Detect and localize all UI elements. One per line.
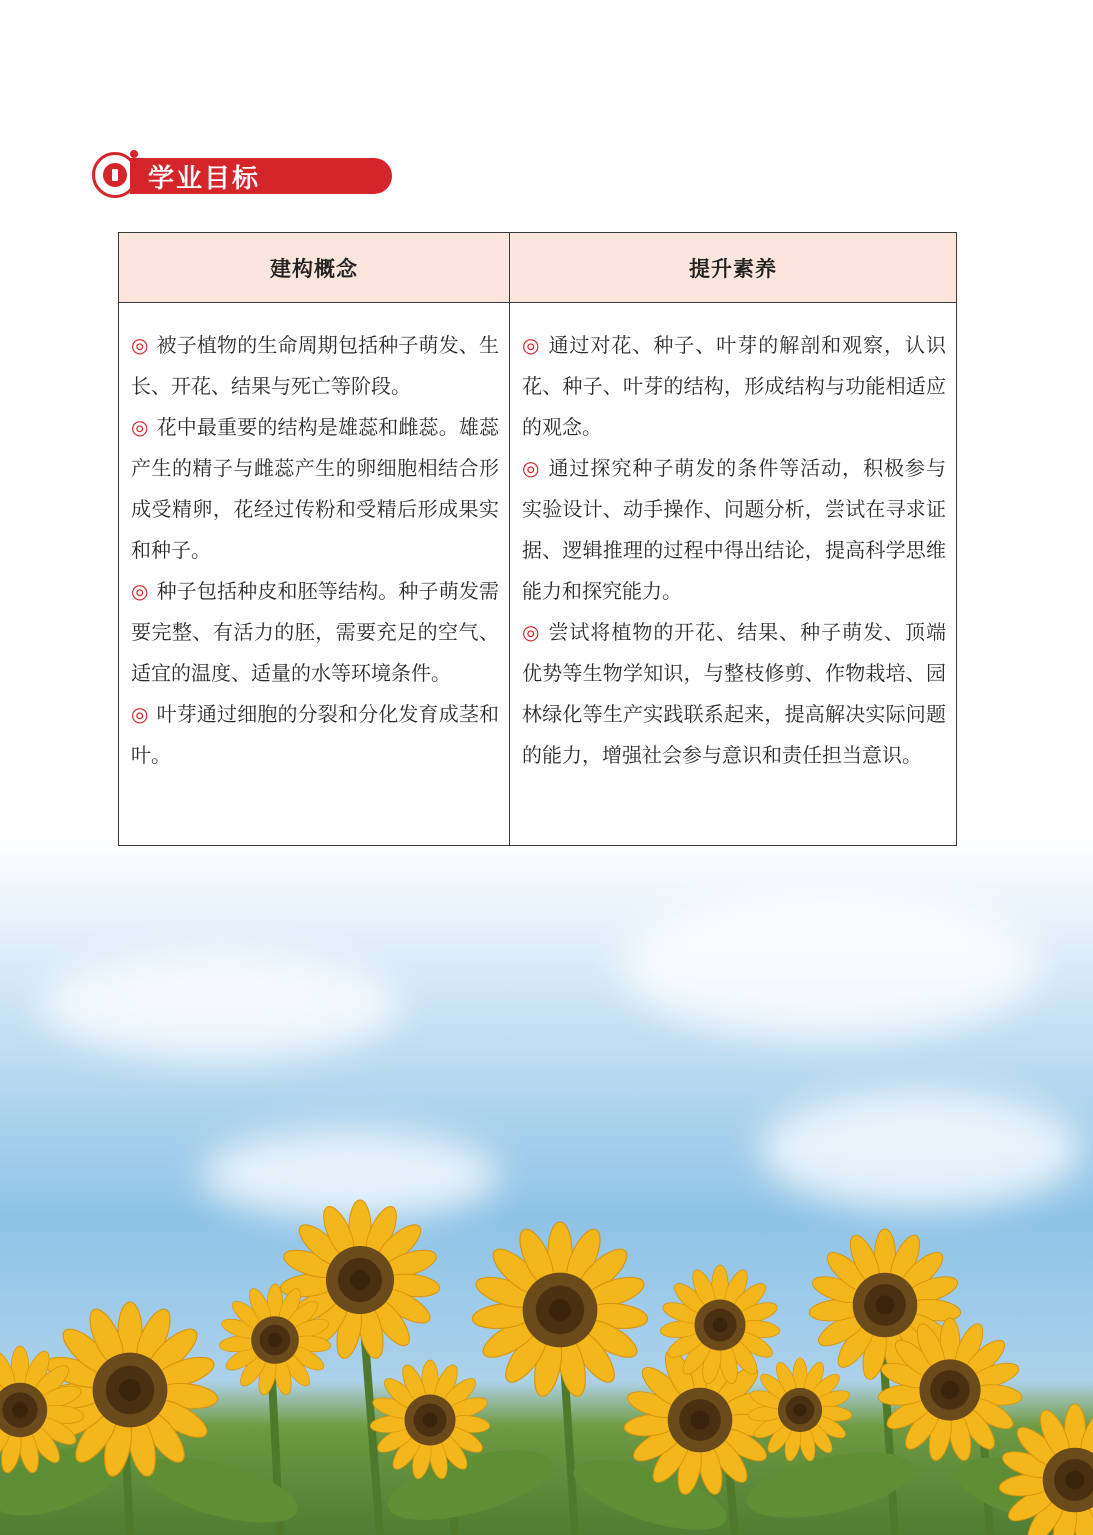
- column-divider: [509, 233, 510, 845]
- badge-dot-icon: [130, 150, 138, 158]
- table-header-row: [119, 233, 956, 303]
- bullet-icon: ◎: [131, 579, 149, 603]
- bullet-icon: ◎: [522, 620, 541, 644]
- learning-goals-table: [118, 232, 957, 846]
- bullet-icon: ◎: [522, 333, 541, 357]
- list-item: ◎ 通过对花、种子、叶芽的解剖和观察，认识花、种子、叶芽的结构，形成结构与功能相适应的观念。: [522, 333, 947, 439]
- list-item: ◎ 通过探究种子萌发的条件等活动，积极参与实验设计、动手操作、问题分析，尝试在寻求证据、逻辑推理的过程中得出结论，提高科学思维能力和探究能力。: [522, 456, 947, 603]
- bullet-icon: ◎: [131, 333, 149, 357]
- list-item: ◎ 尝试将植物的开花、结果、种子萌发、顶端优势等生物学知识，与整枝修剪、作物栽培、园林绿化等生产实践联系起来，提高解决实际问题的能力，增强社会参与意识和责任担当意识。: [522, 620, 947, 767]
- bullet-icon: ◎: [522, 456, 541, 480]
- list-item: ◎ 被子植物的生命周期包括种子萌发、生长、开花、结果与死亡等阶段。: [131, 333, 500, 398]
- section-title: 学业目标: [130, 158, 392, 194]
- bullet-icon: ◎: [131, 415, 149, 439]
- list-item: ◎ 种子包括种皮和胚等结构。种子萌发需要完整、有活力的胚，需要充足的空气、适宜的温度、适量的水等环境条件。: [131, 579, 500, 685]
- section-header-badge: [92, 152, 302, 200]
- list-item: ◎ 叶芽通过细胞的分裂和分化发育成茎和叶。: [131, 702, 500, 767]
- bullet-icon: ◎: [131, 702, 149, 726]
- concepts-cell: [131, 325, 499, 776]
- sunflower-field-image: [0, 1180, 1093, 1535]
- list-item: ◎ 花中最重要的结构是雄蕊和雌蕊。雄蕊产生的精子与雌蕊产生的卵细胞相结合形成受精卵，花经过传粉和受精后形成果实和种子。: [131, 415, 500, 562]
- literacy-cell: [522, 325, 946, 776]
- column-header-concepts: 建构概念: [270, 257, 358, 281]
- column-header-literacy: 提升素养: [689, 257, 777, 281]
